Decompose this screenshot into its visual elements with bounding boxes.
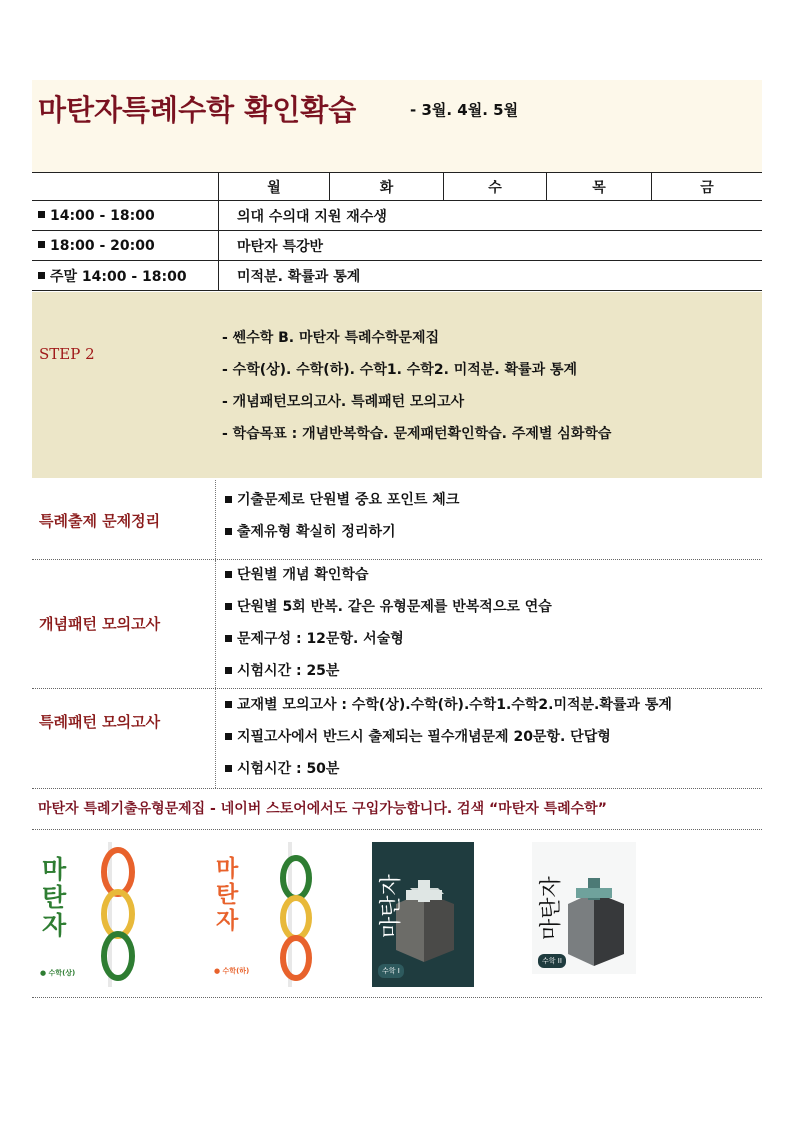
schedule-desc: 미적분. 확률과 통계 <box>219 261 763 291</box>
step-line: - 학습목표 : 개념반복학습. 문제패턴확인학습. 주제별 심화학습 <box>222 426 612 442</box>
day-header-tue: 화 <box>330 173 444 201</box>
section-item <box>225 727 672 759</box>
schedule-table <box>32 172 762 291</box>
section-item-text: 문제구성 : 12문항. 서술형 <box>237 631 404 647</box>
section-divider <box>215 480 216 559</box>
section-special-problems <box>32 480 762 559</box>
square-bullet-icon <box>225 765 232 772</box>
section-item-text: 기출문제로 단원별 중요 포인트 체크 <box>237 492 460 508</box>
book-title: 마탄자 <box>539 876 564 940</box>
section-items <box>225 490 459 554</box>
page-title: 마탄자특례수학 확인확습 <box>38 93 357 127</box>
square-bullet-icon <box>225 528 232 535</box>
schedule-row <box>32 231 762 261</box>
book-tag: 수학 II <box>538 954 566 968</box>
square-bullet-icon <box>225 603 232 610</box>
section-item-text: 단원별 5회 반복. 같은 유형문제를 반복적으로 연습 <box>237 599 552 615</box>
section-item <box>225 629 552 661</box>
section-items <box>225 695 672 791</box>
section-special-mock <box>32 689 762 788</box>
section-item <box>225 522 459 554</box>
section-item <box>225 565 552 597</box>
schedule-header-row <box>32 173 762 201</box>
section-item-text: 지필고사에서 반드시 출제되는 필수개념문제 20문항. 단답형 <box>237 729 611 745</box>
book-cover-4 <box>532 842 636 974</box>
book-title: 마탄자 <box>42 855 67 940</box>
section-item <box>225 759 672 791</box>
book-tag: 수학 I <box>378 964 404 978</box>
section-item-text: 시험시간 : 25분 <box>237 663 340 679</box>
square-bullet-icon <box>225 571 232 578</box>
section-separator <box>32 829 762 830</box>
step-lines <box>222 328 611 456</box>
step-line: - 수학(상). 수학(하). 수학1. 수학2. 미적분. 확률과 통계 <box>222 362 578 378</box>
section-separator <box>32 997 762 998</box>
day-header-fri: 금 <box>652 173 763 201</box>
schedule-time-cell <box>32 201 219 231</box>
section-name: 특례패턴 모의고사 <box>39 713 161 731</box>
section-item <box>225 695 672 727</box>
section-item <box>225 597 552 629</box>
square-bullet-icon <box>225 496 232 503</box>
page-subtitle: - 3월. 4월. 5월 <box>410 101 519 119</box>
schedule-time: 18:00 - 20:00 <box>50 237 155 254</box>
schedule-time-cell <box>32 231 219 261</box>
schedule-corner-cell <box>32 173 219 201</box>
section-concept-mock <box>32 560 762 688</box>
book-title: 마탄자 <box>216 856 239 934</box>
book-title: 마탄자 <box>379 874 404 938</box>
book-tag: ● 수학(하) <box>214 967 250 975</box>
schedule-row <box>32 261 762 291</box>
section-divider <box>215 560 216 688</box>
book-cover-3 <box>372 842 474 987</box>
square-bullet-icon <box>38 272 45 279</box>
step-line: - 개념패턴모의고사. 특례패턴 모의고사 <box>222 394 465 410</box>
schedule-desc: 의대 수의대 지원 재수생 <box>219 201 763 231</box>
section-divider <box>215 689 216 788</box>
step-line: - 쎈수학 B. 마탄자 특례수학문제집 <box>222 330 440 346</box>
section-item-text: 출제유형 확실히 정리하기 <box>237 524 396 540</box>
schedule-time-cell <box>32 261 219 291</box>
store-note: 마탄자 특례기출유형문제집 - 네이버 스토어에서도 구입가능합니다. 검색 “마탄자 특례수학” <box>38 801 607 817</box>
section-name: 특례출제 문제정리 <box>39 512 161 530</box>
square-bullet-icon <box>225 667 232 674</box>
square-bullet-icon <box>38 241 45 248</box>
day-header-thu: 목 <box>547 173 652 201</box>
section-separator <box>32 788 762 789</box>
book-cover-2 <box>212 842 316 987</box>
day-header-wed: 수 <box>444 173 547 201</box>
square-bullet-icon <box>225 635 232 642</box>
schedule-row <box>32 201 762 231</box>
schedule-time: 14:00 - 18:00 <box>50 207 155 224</box>
section-item-text: 단원별 개념 확인학습 <box>237 567 369 583</box>
section-item-text: 교재별 모의고사 : 수학(상).수학(하).수학1.수학2.미적분.확률과 통계 <box>237 697 672 713</box>
step-label: STEP 2 <box>39 345 95 363</box>
section-item <box>225 490 459 522</box>
square-bullet-icon <box>38 211 45 218</box>
square-bullet-icon <box>225 701 232 708</box>
header-banner <box>32 80 762 172</box>
section-items <box>225 565 552 693</box>
section-name: 개념패턴 모의고사 <box>39 615 161 633</box>
square-bullet-icon <box>225 733 232 740</box>
section-item-text: 시험시간 : 50분 <box>237 761 340 777</box>
schedule-time: 주말 14:00 - 18:00 <box>50 268 187 285</box>
day-header-mon: 월 <box>219 173 330 201</box>
schedule-desc: 마탄자 특강반 <box>219 231 763 261</box>
book-cover-1 <box>38 842 142 987</box>
step-block <box>32 292 762 478</box>
book-tag: ● 수학(상) <box>40 969 76 977</box>
